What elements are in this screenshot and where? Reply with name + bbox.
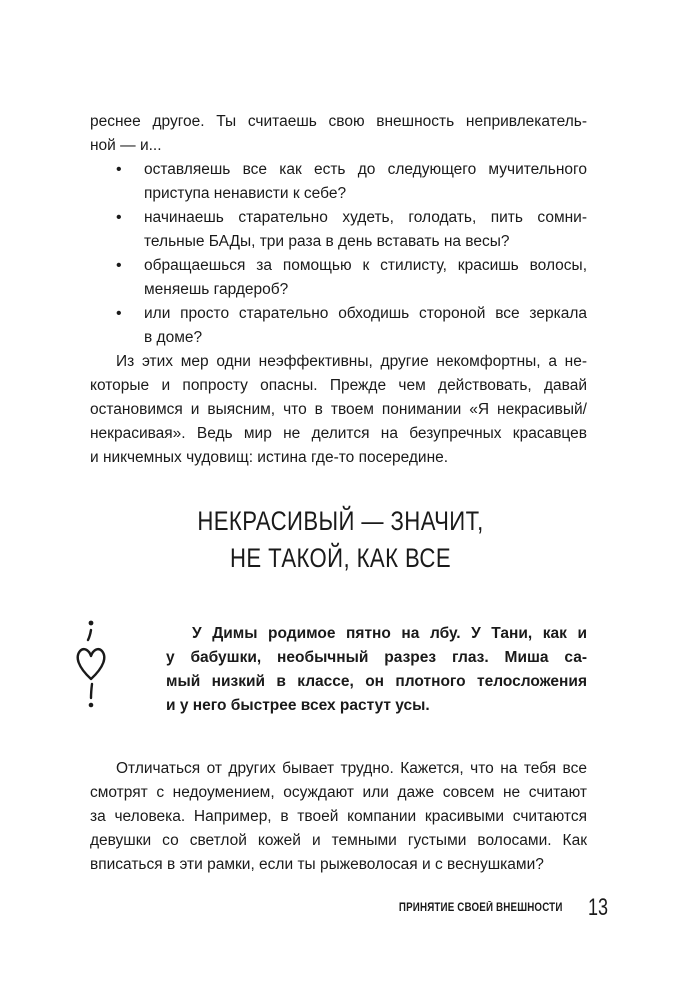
callout-line: У Димы родимое пятно на лбу. У Тани, как и	[192, 625, 587, 642]
list-item-line: меняешь гардероб?	[144, 281, 289, 298]
list-item-line: начинаешь старательно худеть, голодать, пить сомни-	[144, 209, 587, 226]
body-line: которые и попросту опасны. Прежде чем действовать, давай	[90, 377, 587, 394]
running-title: ПРИНЯТИЕ СВОЕЙ ВНЕШНОСТИ	[399, 902, 563, 914]
body-line: за человека. Например, в твоей компании красивыми считаются	[90, 808, 587, 825]
body-line: девушки со светлой кожей и темными густыми волосами. Как	[90, 832, 587, 849]
body-line: смотрят с недоумением, осуждают или даже совсем не считают	[90, 784, 587, 801]
body-line: остановимся и выясним, что в твоем понимании «Я некрасивый/	[90, 401, 587, 418]
body-line: реснее другое. Ты считаешь свою внешность непривлекатель-	[90, 113, 587, 130]
bullet-marker: •	[116, 161, 122, 178]
list-item-line: тельные БАДы, три раза в день вставать на весы?	[144, 233, 510, 250]
bullet-marker: •	[116, 209, 122, 226]
list-item-line: обращаешься за помощью к стилисту, красишь волосы,	[144, 257, 587, 274]
callout-line: мый низкий в классе, он плотного телосложения	[166, 673, 587, 690]
heading-line: НЕКРАСИВЫЙ — ЗНАЧИТ,	[197, 506, 484, 536]
body-line: Отличаться от других бывает трудно. Кажется, что на тебя все	[116, 760, 587, 777]
callout-line: у бабушки, необычный разрез глаз. Миша са-	[166, 649, 587, 666]
callout-line: и у него быстрее всех растут усы.	[166, 697, 430, 714]
list-item-line: или просто старательно обходишь стороной все зеркала	[144, 305, 587, 322]
body-line: и никчемных чудовищ: истина где-то посередине.	[90, 449, 449, 466]
body-line: ной — и...	[90, 137, 162, 154]
page-number: 13	[588, 894, 609, 921]
body-line: некрасивая». Ведь мир не делится на безупречных красавцев	[90, 425, 587, 442]
bullet-marker: •	[116, 305, 122, 322]
heart-doodle-icon	[72, 617, 110, 709]
heading-line: НЕ ТАКОЙ, КАК ВСЕ	[229, 543, 452, 573]
list-item-line: оставляешь все как есть до следующего мучительного	[144, 161, 587, 178]
body-line: Из этих мер одни неэффективны, другие некомфортны, а не-	[116, 353, 587, 370]
list-item-line: приступа ненависти к себе?	[144, 185, 347, 202]
bullet-marker: •	[116, 257, 122, 274]
body-line: вписаться в эти рамки, если ты рыжеволосая и с веснушками?	[90, 856, 544, 873]
list-item-line: в доме?	[144, 329, 203, 346]
